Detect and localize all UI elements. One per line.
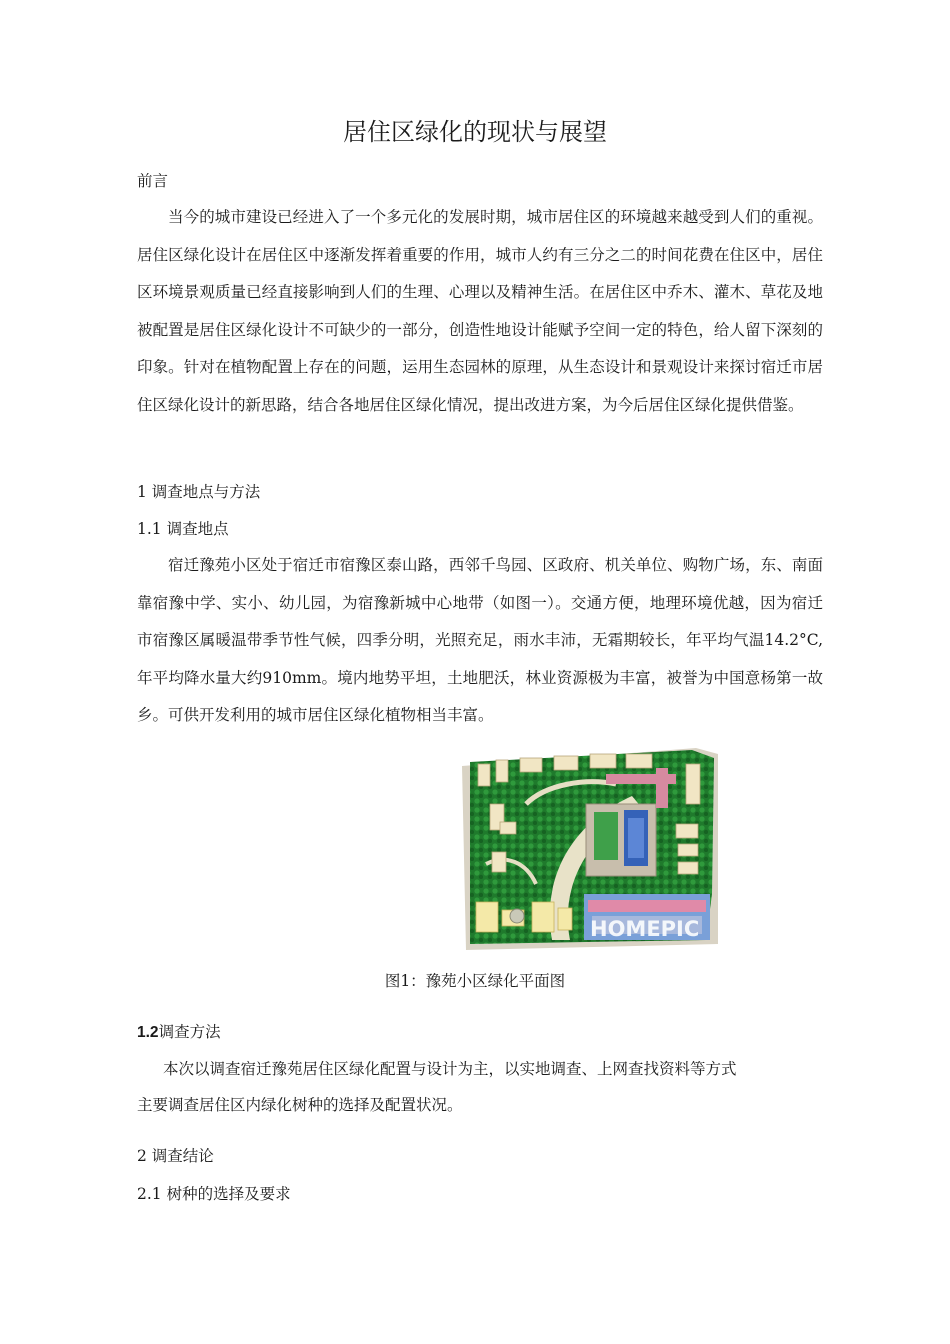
preface-heading: 前言	[137, 172, 169, 190]
section-1-2-number: 1.2	[137, 1024, 159, 1041]
section-1-2-heading	[137, 1017, 823, 1048]
section-2-1-heading: 2.1 树种的选择及要求	[137, 1185, 291, 1203]
preface-paragraph: 当今的城市建设已经进入了一个多元化的发展时期，城市居住区的环境越来越受到人们的重视。居住区绿化设计在居住区中逐渐发挥着重要的作用，城市人约有三分之二的时间花费在住区中，居住区环境景观质量已经直接影响到人们的生理、心理以及精神生活。在居住区中乔木、灌木、草花及地被配置是居住区绿化设计不可缺少的一部分，创造性地设计能赋予空间一定的特色，给人留下深刻的印象。针对在植物配置上存在的问题，运用生态园林的原理，从生态设计和景观设计来探讨宿迁市居住区绿化设计的新思路，结合各地居住区绿化情况，提出改进方案，为今后居住区绿化提供借鉴。	[137, 208, 823, 414]
section-1-1-heading: 1.1 调查地点	[137, 520, 229, 538]
site-plan-image	[456, 744, 722, 954]
figure-caption: 图1：豫苑小区绿化平面图	[384, 972, 566, 990]
section-1-1-paragraph: 宿迁豫苑小区处于宿迁市宿豫区泰山路，西邻千鸟园、区政府、机关单位、购物广场，东、南面靠宿豫中学、实小、幼儿园，为宿豫新城中心地带（如图一）。交通方便，地理环境优越，因为宿迁市宿豫区属暖温带季节性气候，四季分明，光照充足，雨水丰沛，无霜期较长，年平均气温14.2°C,年平均降水量大约910mm。境内地势平坦，土地肥沃，林业资源极为丰富，被誉为中国意杨第一故乡。可供开发利用的城市居住区绿化植物相当丰富。	[137, 556, 823, 724]
section-1-2-line-1: 本次以调查宿迁豫苑居住区绿化配置与设计为主，以实地调查、上网查找资料等方式	[163, 1060, 737, 1078]
section-2-heading: 2 调查结论	[137, 1147, 214, 1165]
section-1-2-label: 调查方法	[158, 1023, 221, 1041]
document-title: 居住区绿化的现状与展望	[343, 118, 607, 146]
section-1-2-line-2: 主要调查居住区内绿化树种的选择及配置状况。	[137, 1096, 463, 1114]
watermark-text: HOMEPIC	[590, 917, 700, 941]
section-1-heading: 1 调查地点与方法	[137, 483, 261, 501]
